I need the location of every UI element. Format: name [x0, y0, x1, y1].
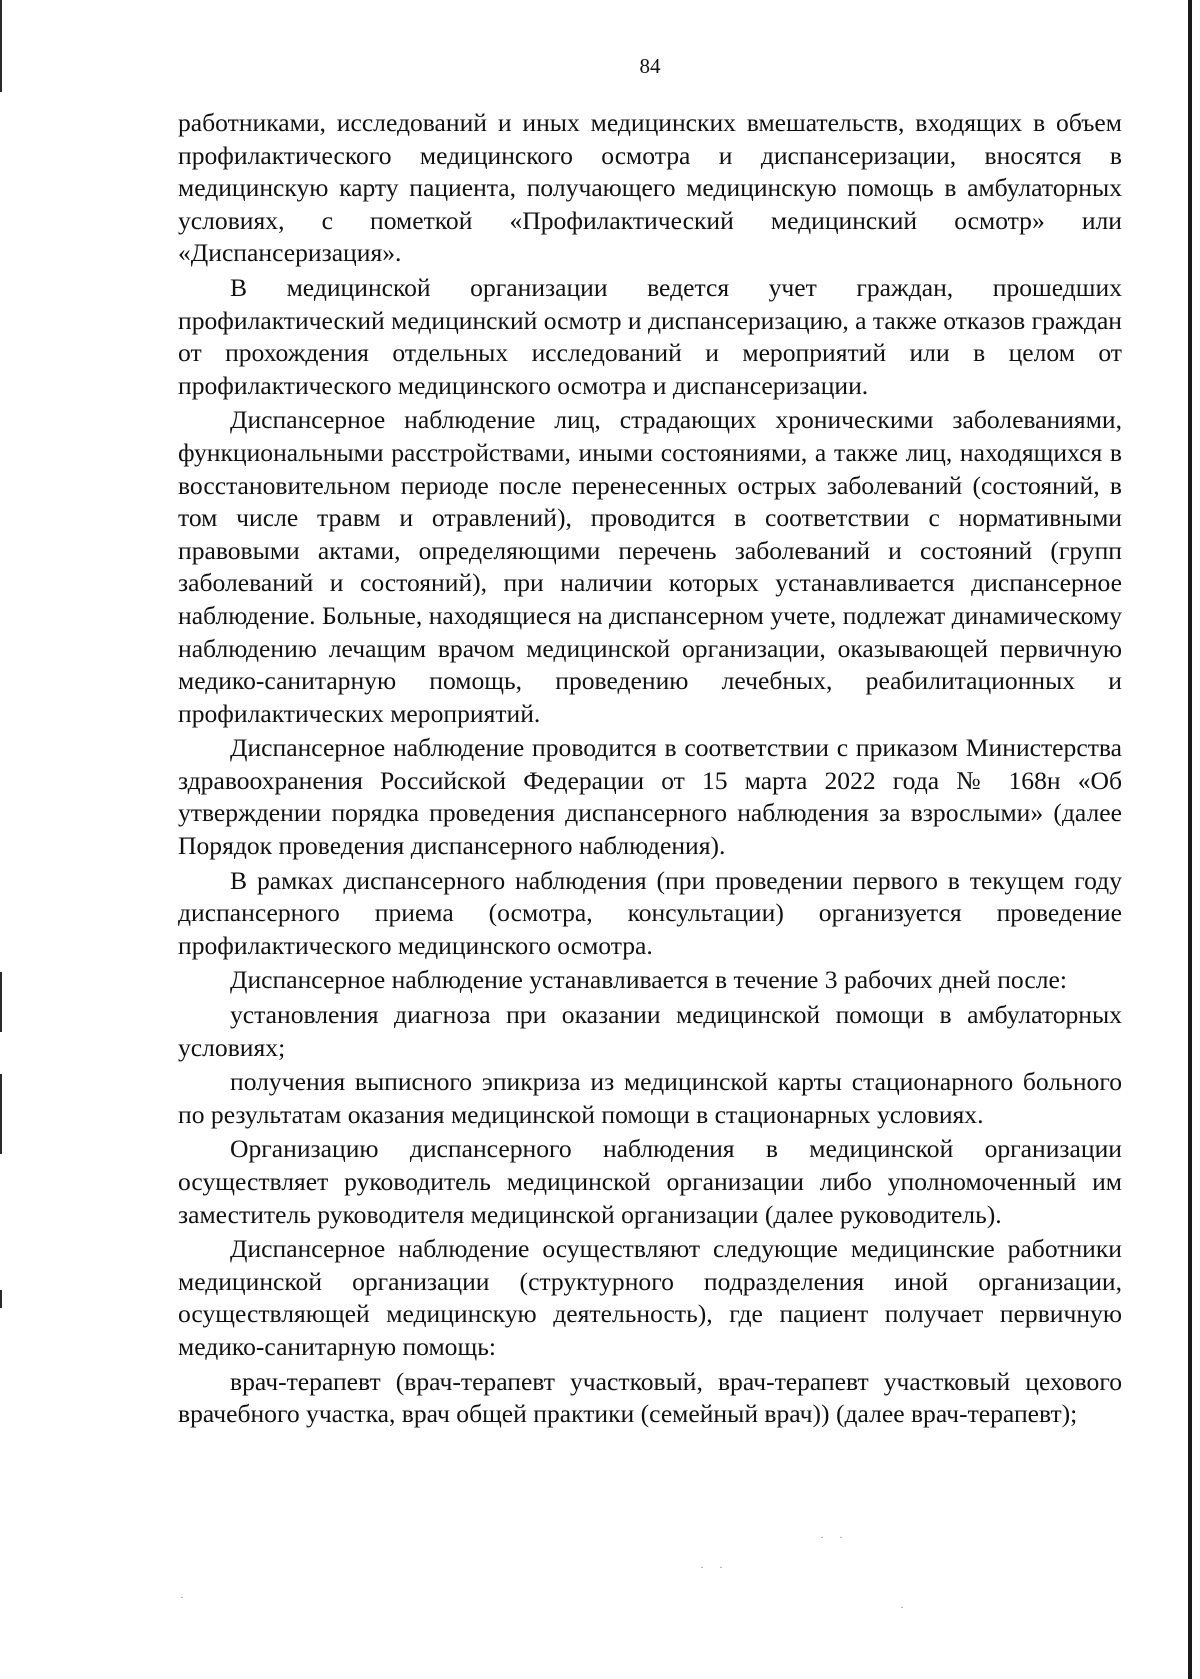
paragraph: Диспансерное наблюдение лиц, страдающих хроническими заболеваниями, функциональными расстройствами, иными состояниями, а также лиц, находящихся в восстановительном периоде после перенесенных острых заболеваний (состояний, в том числе травм и отравлений), проводится в соответствии с нормативными правовыми актами, определяющими перечень заболеваний и состояний (групп заболеваний и состояний), при наличии которых устанавливается диспансерное наблюдение. Больные, находящиеся на диспансерном учете, подлежат динамическому наблюдению лечащим врачом медицинской организации, оказывающей первичную медико-санитарную помощь, проведению лечебных, реабилитационных и профилактических мероприятий. — [178, 405, 1122, 728]
scan-specks: · · — [820, 1530, 849, 1544]
list-item: врач-терапевт (врач-терапевт участковый, врач-терапевт участковый цехового врачебного участка, врач общей практики (семейный врач)) (далее врач-терапевт); — [178, 1366, 1122, 1429]
list-item: установления диагноза при оказании медицинской помощи в амбулаторных условиях; — [178, 1000, 1122, 1062]
scan-edge-left-mid — [0, 972, 2, 1032]
paragraph: Диспансерное наблюдение проводится в соответствии с приказом Министерства здравоохранения Российской Федерации от 15 марта 2022 года № 168н «Об утверждении порядка проведения диспансерного наблюдения за взрослыми» (далее Порядок проведения диспансерного наблюдения). — [178, 733, 1122, 861]
scan-specks: · · — [700, 1560, 729, 1574]
paragraph: Организацию диспансерного наблюдения в медицинской организации осуществляет руководитель медицинской организации либо уполномоченный им заместитель руководителя медицинской организации (далее руководитель). — [178, 1134, 1122, 1229]
body-text — [178, 107, 1122, 1431]
list-item: получения выписного эпикриза из медицинской карты стационарного больного по результатам оказания медицинской помощи в стационарных условиях. — [178, 1067, 1122, 1129]
scan-edge-left-lower — [0, 1074, 2, 1154]
paragraph: Диспансерное наблюдение осуществляют следующие медицинские работники медицинской организации (структурного подразделения иной организации, осуществляющей медицинскую деятельность), где пациент получает первичную медико-санитарную помощь: — [178, 1234, 1122, 1361]
page-number: 84 — [639, 54, 661, 78]
scan-specks: · — [900, 1600, 910, 1614]
scan-edge-left-bottom — [0, 1290, 2, 1308]
paragraph: В рамках диспансерного наблюдения (при проведении первого в текущем году диспансерного приема (осмотра, консультации) организуется проведение профилактического медицинского осмотра. — [178, 865, 1122, 960]
paragraph-continuation: работниками, исследований и иных медицинских вмешательств, входящих в объем профилактического медицинского осмотра и диспансеризации, вносятся в медицинскую карту пациента, получающего медицинскую помощь в амбулаторных условиях, с пометкой «Профилактический медицинский осмотр» или «Диспансеризация». — [178, 108, 1122, 268]
paragraph: Диспансерное наблюдение устанавливается в течение 3 рабочих дней после: — [230, 965, 1067, 995]
scan-edge-right — [1188, 0, 1192, 1679]
paragraph: В медицинской организации ведется учет граждан, прошедших профилактический медицинский осмотр и диспансеризацию, а также отказов граждан от прохождения отдельных исследований и мероприятий или в целом от профилактического медицинского осмотра и диспансеризации. — [178, 272, 1122, 400]
scan-specks: · — [180, 1590, 190, 1604]
